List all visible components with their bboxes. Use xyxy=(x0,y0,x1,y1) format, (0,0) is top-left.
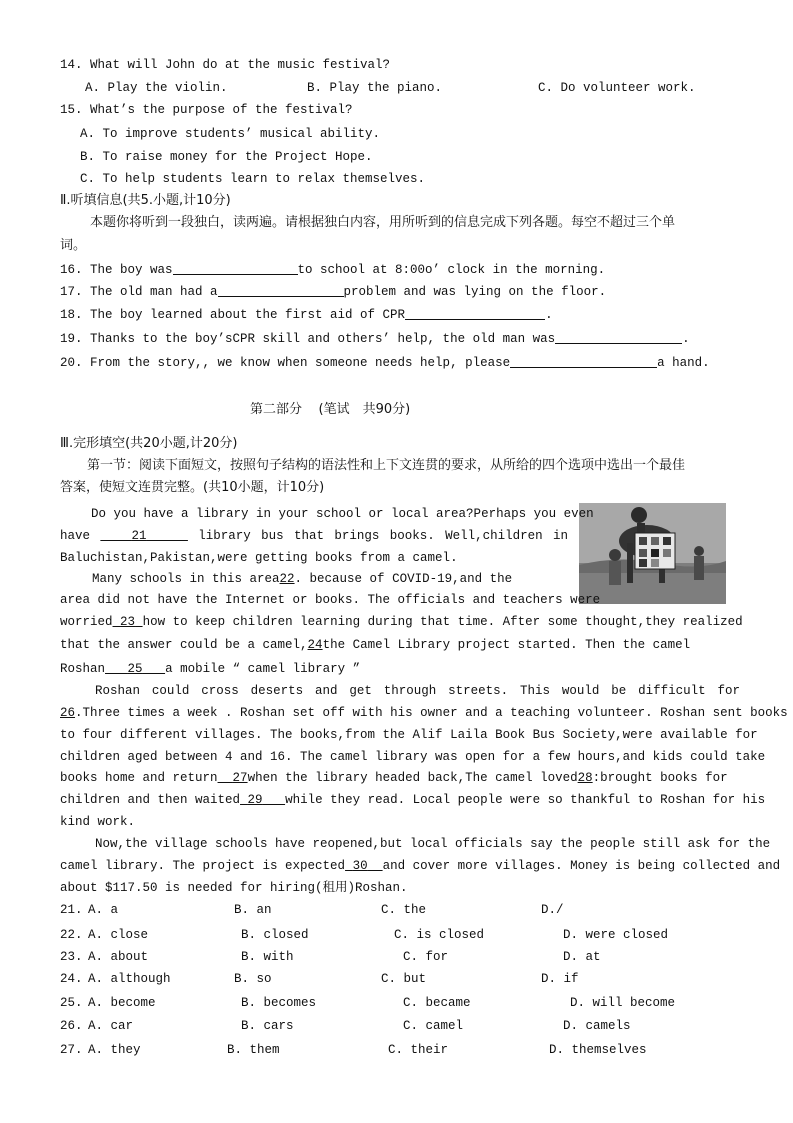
passage-l4-a: Many schools in this area xyxy=(92,572,280,586)
q17-text-a: 17. The old man had a xyxy=(60,285,218,299)
q18-text-b: . xyxy=(545,308,553,322)
choice-26-d[interactable]: D. camels xyxy=(563,1019,631,1033)
passage-l14-a: children and then waited xyxy=(60,793,241,807)
passage-l17-a: camel library. The project is expected xyxy=(60,859,346,873)
blank-24[interactable]: 24 xyxy=(307,638,323,652)
q15-option-c: C. To help students learn to relax themselves. xyxy=(80,172,426,186)
blank-27-number: 27 xyxy=(232,771,248,785)
choice-23-c[interactable]: C. for xyxy=(403,950,449,964)
q18 xyxy=(60,307,553,323)
blank-23-number: 23 xyxy=(120,615,136,629)
q16-blank[interactable] xyxy=(173,262,298,275)
passage-line-5: area did not have the Internet or books. The officials and teachers were xyxy=(60,593,601,607)
passage-line-3: Baluchistan,Pakistan,were getting books from a camel. xyxy=(60,551,458,565)
choice-26-b[interactable]: B. cars xyxy=(241,1019,294,1033)
choice-27-number: 27. xyxy=(60,1043,83,1057)
q19-blank[interactable] xyxy=(555,331,682,344)
q16-text-a: 16. The boy was xyxy=(60,263,173,277)
passage-line-6 xyxy=(60,614,743,630)
blank-30-number: 30 xyxy=(352,859,368,873)
choice-25-b[interactable]: B. becomes xyxy=(241,996,317,1010)
choice-24-d[interactable]: D. if xyxy=(541,972,579,986)
choice-25-c[interactable]: C. became xyxy=(403,996,471,1010)
blank-26[interactable]: 26 xyxy=(60,706,76,720)
q16 xyxy=(60,262,605,278)
passage-l2-b: library bus that brings books. Well,children in xyxy=(198,529,568,543)
q19-text-a: 19. Thanks to the boy’sCPR skill and others’ help, the old man was xyxy=(60,332,556,346)
passage-l7-b: the Camel Library project started. Then the camel xyxy=(322,638,691,652)
passage-line-9: Roshan could cross deserts and get through streets. This would be difficult for xyxy=(95,684,740,698)
section3-title: Ⅲ.完形填空(共20小题,计20分) xyxy=(60,436,238,451)
choice-21-d[interactable]: D./ xyxy=(541,903,564,917)
camel-photo-graphic xyxy=(579,503,726,604)
choice-26-c[interactable]: C. camel xyxy=(403,1019,464,1033)
passage-line-11: to four different villages. The books,from the Alif Laila Book Bus Society,were available for xyxy=(60,728,758,742)
passage-l17-b: and cover more villages. Money is being collected and xyxy=(382,859,781,873)
q14-stem: 14. What will John do at the music festival? xyxy=(60,58,391,72)
choice-21-b[interactable]: B. an xyxy=(234,903,272,917)
blank-21-number: 21 xyxy=(131,529,147,543)
choice-25-a[interactable]: A. become xyxy=(88,996,156,1010)
choice-22-b[interactable]: B. closed xyxy=(241,928,309,942)
part2-heading xyxy=(250,398,410,417)
q20-text-b: a hand. xyxy=(657,356,710,370)
passage-l10: .Three times a week . Roshan set off with his owner and a teaching volunteer. Roshan sent books xyxy=(75,706,788,720)
blank-25-number: 25 xyxy=(127,662,143,676)
passage-line-2 xyxy=(60,528,568,544)
choice-23-d[interactable]: D. at xyxy=(563,950,601,964)
q19 xyxy=(60,331,690,347)
passage-l7-a: that the answer could be a camel, xyxy=(60,638,308,652)
passage-l4-b: . because of COVID-19,and the xyxy=(294,572,513,586)
choice-22-a[interactable]: A. close xyxy=(88,928,149,942)
choice-27-d[interactable]: D. themselves xyxy=(549,1043,647,1057)
blank-29-number: 29 xyxy=(247,793,263,807)
blank-30[interactable] xyxy=(345,859,383,873)
passage-line-1: Do you have a library in your school or local area?Perhaps you even xyxy=(91,507,594,521)
passage-line-4 xyxy=(92,571,512,587)
blank-21[interactable] xyxy=(100,529,188,543)
q17 xyxy=(60,284,606,300)
q18-blank[interactable] xyxy=(405,307,545,320)
passage-line-7 xyxy=(60,637,690,653)
choice-26-number: 26. xyxy=(60,1019,83,1033)
passage-line-8 xyxy=(60,661,360,677)
q20 xyxy=(60,355,710,371)
q20-blank[interactable] xyxy=(510,355,657,368)
passage-line-12: children aged between 4 and 16. The camel library was open for a few hours,and kids could take xyxy=(60,750,766,764)
section2-instruction: 本题你将听到一段独白，读两遍。请根据独白内容，用所听到的信息完成下列各题。每空不超过三个单 xyxy=(90,215,676,230)
choice-27-b[interactable]: B. them xyxy=(227,1043,280,1057)
passage-l14-b: while they read. Local people were so thankful to Roshan for his xyxy=(285,793,766,807)
choice-27-a[interactable]: A. they xyxy=(88,1043,141,1057)
passage-l6-a: worried xyxy=(60,615,113,629)
choice-25-number: 25. xyxy=(60,996,83,1010)
q14-option-a: A. Play the violin. xyxy=(85,81,228,95)
choice-24-number: 24. xyxy=(60,972,83,986)
passage-line-10 xyxy=(60,705,788,721)
choice-21-c[interactable]: C. the xyxy=(381,903,427,917)
blank-23[interactable] xyxy=(113,615,143,629)
q15-option-a: A. To improve students’ musical ability. xyxy=(80,127,381,141)
passage-l2-a: have xyxy=(60,529,91,543)
choice-22-c[interactable]: C. is closed xyxy=(394,928,485,942)
section2-instruction-cont: 词。 xyxy=(60,238,87,253)
passage-l8-a: Roshan xyxy=(60,662,106,676)
q14-option-c: C. Do volunteer work. xyxy=(538,81,696,95)
q17-text-b: problem and was lying on the floor. xyxy=(343,285,607,299)
q20-text-a: 20. From the story,, we know when someone needs help, please xyxy=(60,356,511,370)
choice-24-c[interactable]: C. but xyxy=(381,972,427,986)
blank-22[interactable]: 22 xyxy=(279,572,295,586)
blank-25[interactable] xyxy=(105,662,165,676)
passage-l13-a: books home and return xyxy=(60,771,218,785)
section2-title: Ⅱ.听填信息(共5.小题,计10分) xyxy=(60,193,231,208)
choice-23-a[interactable]: A. about xyxy=(88,950,149,964)
section3-instruction: 第一节：阅读下面短文，按照句子结构的语法性和上下文连贯的要求，从所给的四个选项中选出一个最佳 xyxy=(87,458,686,473)
blank-27[interactable] xyxy=(218,771,248,785)
camel-library-photo xyxy=(579,503,726,604)
passage-l6-b: how to keep children learning during that time. After some thought,they realized xyxy=(142,615,743,629)
part2-title: 第二部分 xyxy=(250,402,303,417)
choice-23-number: 23. xyxy=(60,950,83,964)
q19-text-b: . xyxy=(682,332,690,346)
q14-option-b: B. Play the piano. xyxy=(307,81,443,95)
passage-l13-b: when the library headed back,The camel loved xyxy=(247,771,578,785)
part2-subtitle: (笔试 共90分) xyxy=(318,402,411,417)
choice-21-a[interactable]: A. a xyxy=(88,903,119,917)
passage-line-18: about $117.50 is needed for hiring(租用)Roshan. xyxy=(60,881,408,895)
q15-stem: 15. What’s the purpose of the festival? xyxy=(60,103,353,117)
choice-24-a[interactable]: A. although xyxy=(88,972,171,986)
q18-text-a: 18. The boy learned about the first aid of CPR xyxy=(60,308,406,322)
passage-l13-c: :brought books for xyxy=(592,771,728,785)
q15-option-b: B. To raise money for the Project Hope. xyxy=(80,150,373,164)
choice-27-c[interactable]: C. their xyxy=(388,1043,449,1057)
blank-28[interactable]: 28 xyxy=(577,771,593,785)
passage-line-17 xyxy=(60,858,780,874)
q17-blank[interactable] xyxy=(218,284,344,297)
choice-22-d[interactable]: D. were closed xyxy=(563,928,669,942)
choice-24-b[interactable]: B. so xyxy=(234,972,272,986)
choice-26-a[interactable]: A. car xyxy=(88,1019,134,1033)
passage-line-14 xyxy=(60,792,765,808)
choice-21-number: 21. xyxy=(60,903,83,917)
section3-instruction-cont: 答案，使短文连贯完整。(共10小题，计10分) xyxy=(60,480,325,495)
passage-line-15: kind work. xyxy=(60,815,136,829)
passage-l8-b: a mobile “ camel library ” xyxy=(165,662,361,676)
passage-line-13 xyxy=(60,770,728,786)
choice-22-number: 22. xyxy=(60,928,83,942)
choice-25-d[interactable]: D. will become xyxy=(570,996,676,1010)
blank-29[interactable] xyxy=(240,793,285,807)
passage-line-16: Now,the village schools have reopened,but local officials say the people still ask for the xyxy=(95,837,771,851)
q16-text-b: to school at 8:00o’ clock in the morning. xyxy=(297,263,606,277)
choice-23-b[interactable]: B. with xyxy=(241,950,294,964)
